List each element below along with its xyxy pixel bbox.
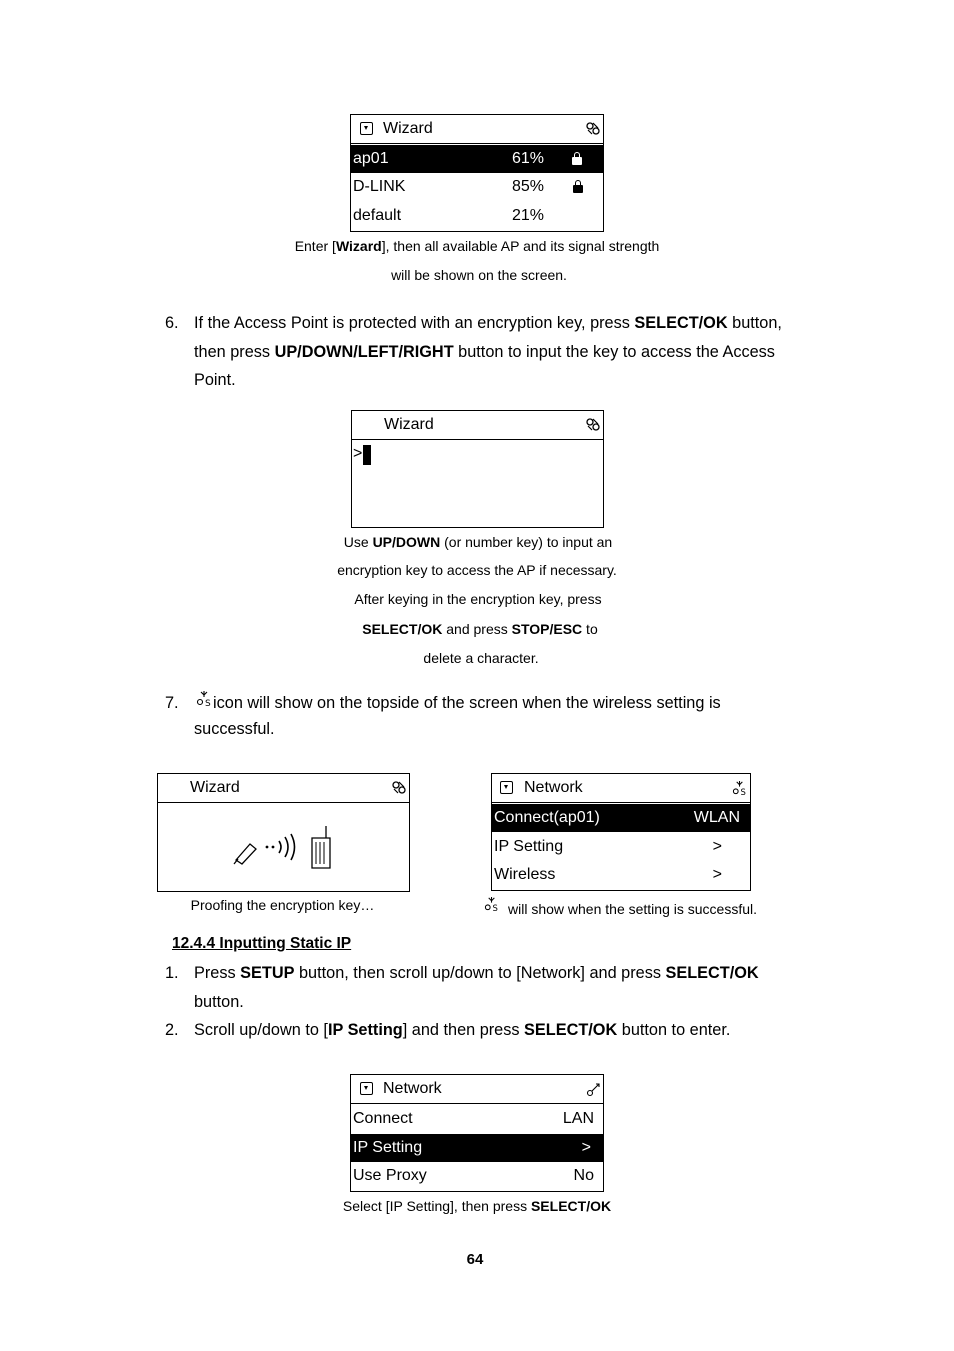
ap-row[interactable] [351, 202, 603, 230]
screen-header [158, 774, 409, 803]
screen2-caption-3: After keying in the encryption key, press [354, 591, 602, 607]
menu-value: No [573, 1167, 594, 1184]
scroll-down-icon [500, 781, 513, 794]
lock-icon [572, 157, 582, 165]
menu-label: IP Setting [494, 838, 564, 855]
lock-icon [573, 185, 583, 193]
wizard-key-entry-screen [351, 410, 604, 528]
scroll-up-down-icon [360, 1082, 373, 1095]
step7-text-line2: successful. [194, 720, 275, 738]
menu-label: IP Setting [353, 1139, 423, 1156]
menu-value: > [712, 838, 722, 855]
screen-title: Network [383, 1080, 442, 1097]
ap-row[interactable] [351, 173, 603, 201]
screen1-caption-line2: will be shown on the screen. [391, 267, 567, 283]
screen2-caption-4: SELECT/OK and press STOP/ESC to [362, 621, 598, 637]
menu-row-selected[interactable] [492, 804, 750, 832]
svg-text:S: S [492, 903, 498, 912]
screen2-caption-5: delete a character. [423, 650, 539, 666]
screen-title: Wizard [384, 416, 434, 433]
wireless-disconnected-icon [586, 122, 600, 136]
menu-value: WLAN [693, 809, 740, 826]
step7-text: icon will show on the topside of the screen when the wireless setting is [213, 694, 721, 712]
screen5-caption: Select [IP Setting], then press SELECT/OK [342, 1198, 612, 1214]
wizard-proofing-screen [157, 773, 410, 892]
ap-name: default [353, 207, 402, 224]
screen-header [351, 115, 603, 144]
screen-header [492, 774, 750, 803]
menu-label: Connect(ap01) [494, 809, 600, 826]
screen-title: Network [524, 779, 583, 796]
lan-connected-icon [586, 1081, 601, 1097]
network-wlan-screen [491, 773, 751, 891]
screen2-caption-2: encryption key to access the AP if necessary. [337, 562, 617, 578]
ap-name: ap01 [353, 150, 389, 167]
screen3-caption: Proofing the encryption key… [190, 897, 375, 913]
menu-row[interactable] [492, 833, 750, 861]
screen-header [352, 411, 603, 440]
screen-title: Wizard [383, 120, 433, 137]
menu-value: LAN [562, 1110, 594, 1127]
ap-row-selected[interactable] [351, 145, 603, 173]
ap-signal: 21% [512, 207, 545, 224]
menu-row[interactable] [492, 861, 750, 889]
menu-row[interactable] [351, 1162, 603, 1190]
signal-waves-icon [262, 832, 298, 862]
ap-name: D-LINK [353, 178, 406, 195]
menu-label: Connect [353, 1110, 413, 1127]
ap-signal: 85% [512, 178, 545, 195]
step-number: 1. [165, 964, 179, 982]
wireless-connected-icon [196, 690, 213, 707]
wireless-disconnected-icon [586, 418, 600, 432]
svg-text:S: S [740, 787, 746, 796]
page-number: 64 [466, 1251, 484, 1268]
wireless-disconnected-icon [392, 781, 406, 795]
wireless-connected-icon [732, 780, 748, 796]
menu-value: > [712, 866, 722, 883]
step-number: 6. [165, 314, 179, 332]
ap-signal: 61% [512, 150, 545, 167]
menu-row[interactable] [351, 1105, 603, 1133]
menu-row-selected[interactable] [351, 1134, 603, 1162]
menu-label: Wireless [494, 866, 556, 883]
network-ip-setting-screen [350, 1074, 604, 1192]
wizard-ap-list-screen [350, 114, 604, 232]
svg-text:S: S [205, 699, 211, 707]
step-number: 2. [165, 1021, 179, 1039]
menu-value: > [581, 1139, 591, 1156]
section-heading: 12.4.4 Inputting Static IP [172, 935, 352, 952]
access-point-icon [308, 824, 334, 870]
wireless-connected-icon [484, 896, 500, 912]
screen-header [351, 1075, 603, 1104]
menu-label: Use Proxy [353, 1167, 427, 1184]
screen2-caption-1: Use UP/DOWN (or number key) to input an [343, 534, 613, 550]
section-step1-text: Press SETUP button, then scroll up/down to [Network] and press SELECT/OK button. [194, 964, 759, 1011]
scroll-down-icon [360, 122, 373, 135]
screen-title: Wizard [190, 779, 240, 796]
usb-adapter-icon [232, 836, 260, 866]
screen4-caption: will show when the setting is successful. [508, 901, 757, 917]
key-prompt: > [353, 445, 363, 462]
step6-text: If the Access Point is protected with an encryption key, press SELECT/OK button, then press UP/DOWN/LEFT/RIGHT button to input the key to access the Access Point. [194, 314, 782, 389]
section-step2-text: Scroll up/down to [IP Setting] and then press SELECT/OK button to enter. [194, 1021, 731, 1039]
text-cursor[interactable] [363, 445, 371, 465]
screen1-caption-line1: Enter [Wizard], then all available AP and its signal strength [294, 238, 660, 254]
step-number: 7. [165, 694, 179, 712]
